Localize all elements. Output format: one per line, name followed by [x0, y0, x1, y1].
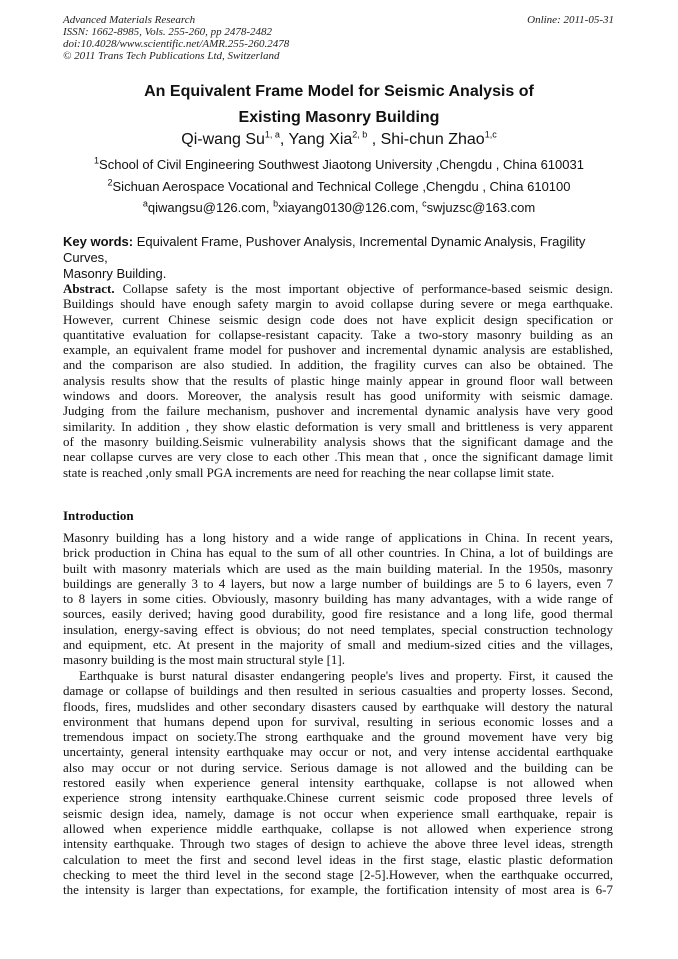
journal-header — [63, 14, 289, 62]
text-line: restored easily when experience general intensity earthquake, collapse is not allowed when — [63, 775, 613, 791]
intro-paragraph-2 — [63, 668, 613, 897]
aff-sup: 2 — [107, 177, 113, 188]
affiliation — [0, 154, 678, 176]
aff-text: Sichuan Aerospace Vocational and Technical College ,Chengdu , China 610100 — [112, 178, 571, 194]
aff-text: School of Civil Engineering Southwest Jiaotong University ,Chengdu , China 610031 — [99, 157, 584, 172]
text-line: analysis results show that the results of plastic hinge mainly appear in ground floor wall between — [63, 372, 613, 388]
text-line: experience strong intensity earthquake.Chinese current seismic code proposed three levels of — [63, 790, 613, 806]
intro-paragraph-1 — [63, 530, 613, 668]
paper-title — [0, 79, 678, 131]
text-line: and the comparison are also studied. In addition, the fragility curves can also be obtained. The — [63, 357, 613, 373]
author: Yang Xia — [288, 131, 353, 148]
text-line: calculation to meet the first and second level ideas in the first stage, elastic plastic deformation — [63, 851, 613, 867]
text-line: damage or collapse of buildings and then resulted in serious casualties and property losses. Second, — [63, 683, 613, 699]
text-line: brick production in China has equal to the sum of all other countries. In China, a lot of buildings are — [63, 545, 613, 561]
section-heading: Introduction — [63, 508, 134, 523]
text-line: seismic design idea, namely, damage is not occur when experience small earthquake, repair is — [63, 805, 613, 821]
text-line: quantitative evaluation for collapse-resistant capacity. Take a two-story masonry building as an — [63, 326, 613, 342]
email-sup: c — [422, 198, 427, 209]
keywords-text: Equivalent Frame, Pushover Analysis, Incremental Dynamic Analysis, Fragility Curves, — [63, 234, 586, 265]
text-line: checking to meet the third level in the second stage [2-5].However, when the earthquake occurred, — [63, 866, 613, 882]
keywords — [63, 234, 613, 282]
text-line — [63, 281, 613, 296]
abstract-label: Abstract. — [63, 281, 115, 296]
doi: doi:10.4028/www.scientific.net/AMR.255-260.2478 — [63, 38, 290, 50]
author-sup: 2, b — [352, 129, 368, 140]
title-line: Existing Masonry Building — [238, 109, 440, 126]
online-date: Online: 2011-05-31 — [527, 14, 614, 26]
text-line: insulation, energy-saving effect is obvious; do not need templates, special construction technology — [63, 621, 613, 637]
text-line: floods, fires, mudslides and other secondary disasters caused by earthquake will destory the natural — [63, 698, 613, 714]
emails — [0, 197, 678, 219]
journal-name: Advanced Materials Research — [63, 14, 196, 26]
email[interactable]: xiayang0130@126.com, — [278, 200, 423, 215]
email[interactable]: qiwangsu@126.com, — [147, 200, 274, 215]
aff-sup: 1 — [94, 155, 100, 166]
abstract — [63, 281, 613, 480]
text-line: Masonry building has a long history and a wide range of applications in China. In recent years, — [63, 530, 613, 545]
email[interactable]: swjuzsc@163.com — [426, 200, 536, 215]
author-sup: 1, a — [264, 129, 280, 140]
text-line: also may occur or not during service. Serious damage is not allowed and the building can be — [63, 759, 613, 775]
affiliations — [0, 154, 678, 219]
text-line: However, current Chinese seismic design code does not have explicit design specification or — [63, 311, 613, 327]
title-line: An Equivalent Frame Model for Seismic Analysis of — [144, 83, 534, 100]
text-line: to 8 layers in some cities. Obviously, masonry building has many advantages, with a wide range of — [63, 591, 613, 607]
text-line: uncertainty, general intensity earthquake may occur or not, and very intense accidental earthquake — [63, 744, 613, 760]
text-line: sources, easily derived; having good durability, good fire resistance and a long life, good thermal — [63, 606, 613, 622]
author: Shi-chun Zhao — [380, 131, 485, 148]
text-line: similarity. In addition , they show elastic deformation is very small and brittleness is very apparent — [63, 418, 613, 434]
text-line: of the masonry building.Seismic vulnerability analysis shows that the significant damage and the — [63, 433, 613, 449]
text-line: and equipment, etc. At present in the majority of small and medium-sized cities and the villages, — [63, 637, 613, 653]
affiliation — [0, 176, 678, 198]
issn: ISSN: 1662-8985, Vols. 255-260, pp 2478-2482 — [63, 26, 272, 38]
line-text: Collapse safety is the most important objective of performance-based seismic design. — [114, 281, 613, 296]
text-line: example, an equivalent frame model for pushover and incremental dynamic analysis are established, — [63, 342, 613, 358]
text-line: buildings are generally 3 to 4 layers, but now a large number of buildings are 5 to 6 layers, even 7 — [63, 575, 613, 591]
text-line: Earthquake is burst natural disaster endangering people's lives and property. First, it caused the — [79, 668, 613, 683]
text-line: environment that humans depend upon for survival, resulting in serious economic losses and a — [63, 713, 613, 729]
text-line: tremendous impact on society.The strong earthquake and the ground movement have very big — [63, 729, 613, 745]
text-line: intensity earthquake. Through two stages of design to achieve the above three level ideas, strength — [63, 836, 613, 852]
text-line: windows and doors. Moreover, the analysis result has good uniformity with seismic damage. — [63, 388, 613, 404]
authors: Qi-wang Su$^{1, a}$, Yang Xia$^{2, b}$ , Shi-chun Zhao$^{1,c}$ — [181, 129, 497, 148]
email-sup: b — [273, 198, 279, 209]
email-sup: a — [142, 198, 148, 209]
keywords-text: Masonry Building. — [63, 266, 167, 281]
text-line: Judging from the failure mechanism, pushover and incremental dynamic analysis have very good — [63, 403, 613, 419]
text-line: the intensity is larger than expectations, for example, the fortification intensity of most area is 6-7 — [63, 882, 613, 898]
text-line: near collapse curves are very close to each other .This mean that , once the significant damage limit — [63, 449, 613, 465]
text-line: allowed when experience middle earthquake, collapse is not allowed when experience strong — [63, 820, 613, 836]
text-line: state is reached ,only small PGA increments are need for reaching the near collapse limit state. — [63, 464, 555, 480]
copyright: © 2011 Trans Tech Publications Ltd, Switzerland — [63, 50, 280, 62]
text-line: masonry building is the most main structural style [1]. — [63, 652, 345, 668]
text-line: Buildings should have enough safety margin to avoid collapse during severe or mega earthquake. — [63, 296, 613, 312]
author: Qi-wang Su — [181, 131, 265, 148]
text-line: built with masonry materials which are used as the main building material. In the 1950s, masonry — [63, 560, 613, 576]
author-sup: 1,c — [484, 129, 497, 140]
keywords-label: Key words: — [63, 234, 134, 249]
